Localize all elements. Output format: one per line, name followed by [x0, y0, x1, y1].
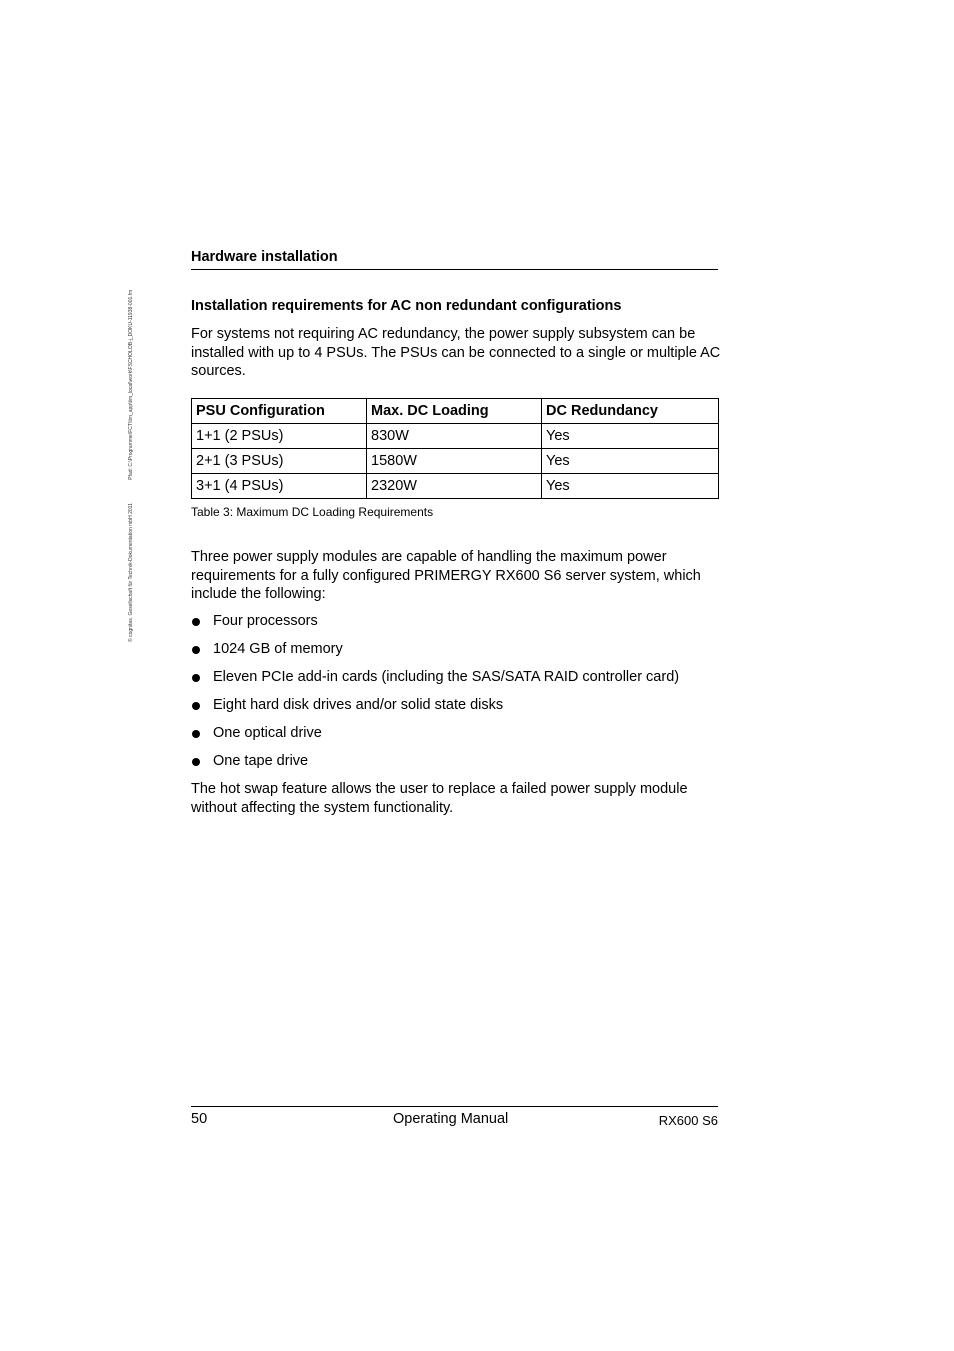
table-cell: Yes: [542, 474, 719, 499]
table-row: [192, 474, 719, 499]
table-cell: 1580W: [367, 449, 542, 474]
manual-title: Operating Manual: [393, 1111, 509, 1127]
bullet-icon: [192, 702, 200, 710]
list-item-text: One optical drive: [213, 725, 322, 741]
table-header-cell: DC Redundancy: [542, 399, 719, 424]
file-path-note: Pfad: C:\Programme\FCT\tim_app\tim_local\work\FSCHOLOB-j_DOKU-11938-001.fm: [128, 289, 134, 480]
requirements-list: [191, 612, 679, 780]
table-cell: 2+1 (3 PSUs): [192, 449, 367, 474]
dc-loading-table: [191, 398, 719, 499]
list-item-text: Four processors: [213, 613, 318, 629]
closing-paragraph: The hot swap feature allows the user to replace a failed power supply module without affecting the system functionality.: [191, 781, 688, 816]
list-item: [191, 724, 679, 752]
list-item: [191, 640, 679, 668]
list-item-text: 1024 GB of memory: [213, 641, 343, 657]
bullet-icon: [192, 646, 200, 654]
list-item-text: Eleven PCIe add-in cards (including the SAS/SATA RAID controller card): [213, 669, 680, 685]
list-item: [191, 668, 679, 696]
page-footer: [191, 1106, 718, 1128]
table-cell: 830W: [367, 424, 542, 449]
side-note: [128, 242, 134, 642]
list-item: [191, 612, 679, 640]
table-header-cell: PSU Configuration: [192, 399, 367, 424]
list-item: [191, 696, 679, 724]
bullet-icon: [192, 618, 200, 626]
running-header: [191, 249, 718, 270]
table-cell: 1+1 (2 PSUs): [192, 424, 367, 449]
table-caption: Table 3: Maximum DC Loading Requirements: [191, 505, 434, 519]
intro-paragraph: For systems not requiring AC redundancy, the power supply subsystem can be installed with up to 4 PSUs. The PSUs can be connected to a single or multiple AC sources.: [191, 326, 721, 379]
header-title: Hardware installation: [191, 249, 338, 265]
table-cell: 2320W: [367, 474, 542, 499]
table-header-cell: Max. DC Loading: [367, 399, 542, 424]
copyright-note: © cognitas. Gesellschaft für Technik-Dokumentation mbH 2011: [128, 503, 134, 642]
list-item-text: One tape drive: [213, 753, 309, 769]
body-paragraph: Three power supply modules are capable of handling the maximum power requirements for a fully configured PRIMERGY RX600 S6 server system, which include the following:: [191, 549, 701, 602]
page-number: 50: [191, 1111, 208, 1127]
table-row: [192, 424, 719, 449]
table-row: [192, 449, 719, 474]
table-cell: 3+1 (4 PSUs): [192, 474, 367, 499]
table-header-row: [192, 399, 719, 424]
bullet-icon: [192, 758, 200, 766]
list-item: [191, 752, 679, 780]
section-title: Installation requirements for AC non redundant configurations: [191, 298, 622, 314]
table-cell: Yes: [542, 449, 719, 474]
model-name: RX600 S6: [658, 1113, 718, 1128]
bullet-icon: [192, 674, 200, 682]
list-item-text: Eight hard disk drives and/or solid state disks: [213, 697, 504, 713]
table-cell: Yes: [542, 424, 719, 449]
bullet-icon: [192, 730, 200, 738]
